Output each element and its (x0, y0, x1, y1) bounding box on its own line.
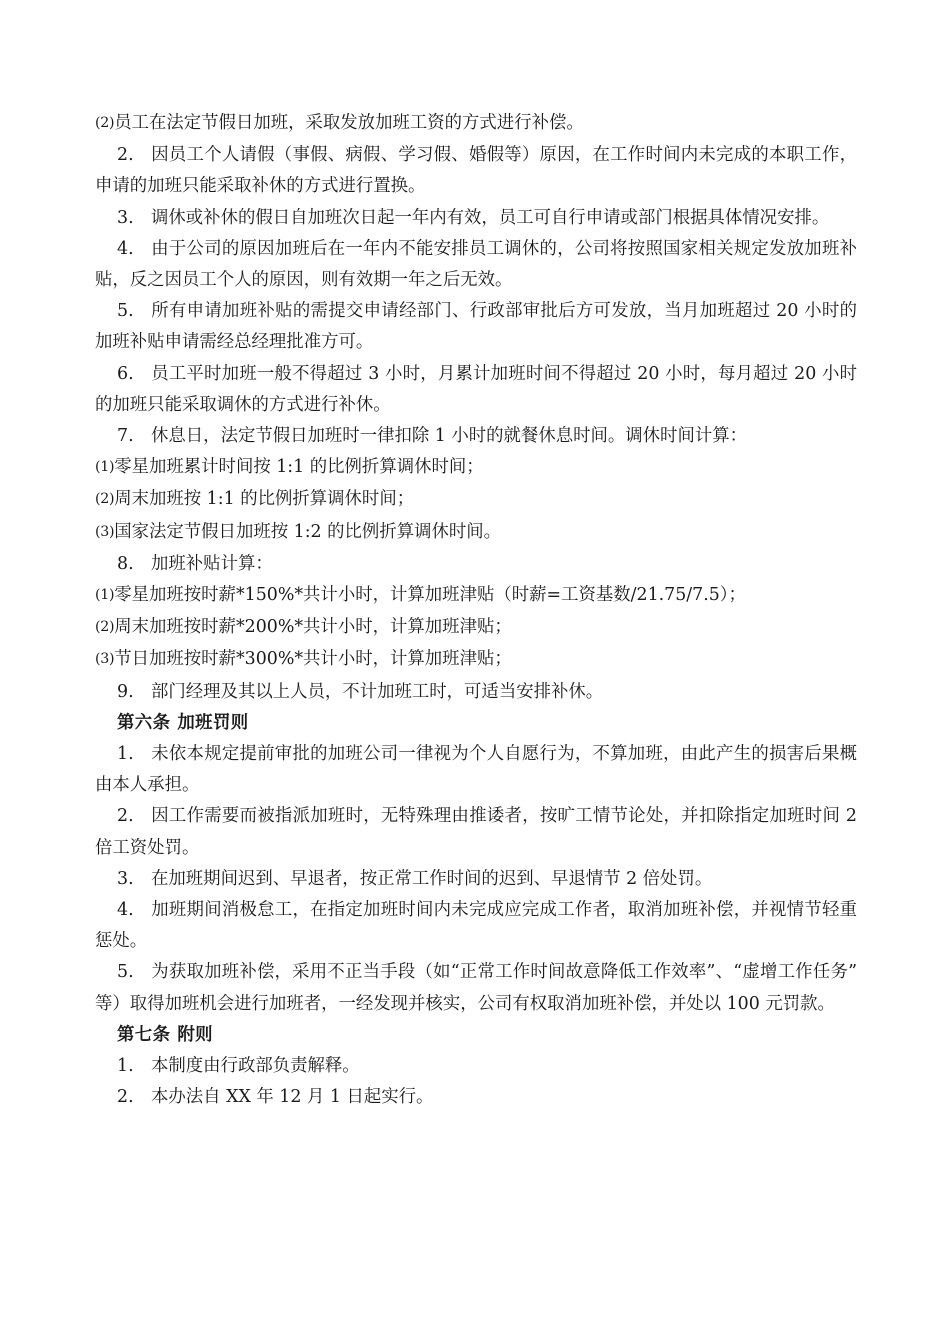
list-number: 4. (117, 238, 134, 259)
section-title-text: 加班罚则 (177, 712, 249, 733)
sub-item-paragraph (95, 452, 857, 484)
section-title-text: 附则 (177, 1024, 213, 1045)
sub-item-marker: (1) (95, 587, 115, 604)
numbered-paragraph (95, 421, 857, 452)
sub-item-paragraph (95, 580, 857, 612)
paragraph-text: 为获取加班补偿，采用不正当手段（如“正常工作时间故意降低工作效率”、“虚增工作任务”等）取得加班机会进行加班者，一经发现并核实，公司有权取消加班补偿，并处以 100 元罚款。 (95, 962, 857, 1014)
sub-item-marker: (2) (95, 491, 115, 508)
paragraph-text: 因员工个人请假（事假、病假、学习假、婚假等）原因，在工作时间内未完成的本职工作，申请的加班只能采取补休的方式进行置换。 (95, 145, 857, 197)
paragraph-text: 周末加班按时薪*200%*共计小时，计算加班津贴； (114, 617, 512, 638)
paragraph-text: 加班期间消极怠工，在指定加班时间内未完成应完成工作者，取消加班补偿，并视情节轻重惩处。 (95, 900, 857, 952)
numbered-paragraph (95, 739, 857, 801)
paragraph-text: 调休或补休的假日自加班次日起一年内有效，员工可自行申请或部门根据具体情况安排。 (151, 207, 830, 228)
list-number: 8. (117, 553, 134, 574)
paragraph-text: 零星加班累计时间按 1:1 的比例折算调休时间； (114, 457, 484, 478)
paragraph-text: 员工在法定节假日加班，采取发放加班工资的方式进行补偿。 (114, 113, 584, 133)
list-number: 9. (117, 681, 134, 702)
numbered-paragraph (95, 895, 857, 957)
list-number: 5. (117, 962, 134, 983)
list-number: 2. (117, 145, 134, 166)
sub-item-paragraph (95, 612, 857, 644)
sub-item-paragraph (95, 484, 857, 516)
sub-item-paragraph (95, 644, 857, 676)
numbered-paragraph (95, 1051, 857, 1082)
list-number: 2. (117, 1087, 134, 1108)
numbered-paragraph (95, 864, 857, 895)
paragraph-text: 加班补贴计算： (151, 553, 273, 574)
sub-item-paragraph (95, 517, 857, 549)
paragraph-text: 本办法自 XX 年 12 月 1 日起实行。 (151, 1087, 434, 1108)
section-heading (95, 708, 857, 739)
section-article-label: 第六条 (117, 712, 171, 733)
section-heading (95, 1020, 857, 1051)
sub-item-marker: (2) (95, 115, 115, 131)
paragraph-text: 员工平时加班一般不得超过 3 小时，月累计加班时间不得超过 20 小时，每月超过 20 小时的加班只能采取调休的方式进行补休。 (95, 363, 857, 415)
list-number: 4. (117, 900, 134, 921)
paragraph-text: 国家法定节假日加班按 1:2 的比例折算调休时间。 (114, 521, 502, 542)
sub-item-marker: (2) (95, 619, 115, 636)
numbered-paragraph (95, 140, 857, 202)
list-number: 3. (117, 868, 134, 889)
list-number: 1. (117, 1056, 134, 1077)
sub-item-paragraph (95, 108, 857, 140)
sub-item-marker: (3) (95, 523, 115, 540)
list-number: 7. (117, 426, 134, 447)
paragraph-text: 节日加班按时薪*300%*共计小时，计算加班津贴； (114, 649, 512, 670)
paragraph-text: 零星加班按时薪*150%*共计小时，计算加班津贴（时薪=工资基数/21.75/7.5）； (114, 585, 746, 606)
numbered-paragraph (95, 801, 857, 863)
paragraph-text: 休息日，法定节假日加班时一律扣除 1 小时的就餐休息时间。调休时间计算： (151, 426, 748, 447)
numbered-paragraph (95, 1082, 857, 1113)
list-number: 2. (117, 806, 134, 827)
numbered-paragraph (95, 234, 857, 296)
sub-item-marker: (3) (95, 651, 115, 668)
sub-item-marker: (1) (95, 459, 115, 476)
numbered-paragraph (95, 359, 857, 421)
numbered-paragraph (95, 203, 857, 234)
paragraph-text: 所有申请加班补贴的需提交申请经部门、行政部审批后方可发放，当月加班超过 20 小时的加班补贴申请需经总经理批准方可。 (95, 301, 857, 353)
numbered-paragraph (95, 296, 857, 358)
paragraph-text: 在加班期间迟到、早退者，按正常工作时间的迟到、早退情节 2 倍处罚。 (151, 868, 713, 889)
paragraph-text: 部门经理及其以上人员，不计加班工时，可适当安排补休。 (151, 681, 604, 702)
paragraph-text: 因工作需要而被指派加班时，无特殊理由推诿者，按旷工情节论处，并扣除指定加班时间 2 倍工资处罚。 (95, 806, 857, 858)
numbered-paragraph (95, 677, 857, 708)
numbered-paragraph (95, 549, 857, 580)
list-number: 5. (117, 301, 134, 322)
list-number: 3. (117, 207, 134, 228)
paragraph-text: 由于公司的原因加班后在一年内不能安排员工调休的，公司将按照国家相关规定发放加班补贴，反之因员工个人的原因，则有效期一年之后无效。 (95, 238, 857, 291)
list-number: 1. (117, 744, 134, 765)
document-body (95, 108, 857, 1114)
numbered-paragraph (95, 957, 857, 1019)
paragraph-text: 本制度由行政部负责解释。 (151, 1056, 360, 1077)
section-article-label: 第七条 (117, 1024, 171, 1045)
list-number: 6. (117, 363, 134, 384)
paragraph-text: 周末加班按 1:1 的比例折算调休时间； (114, 489, 415, 510)
paragraph-text: 未依本规定提前审批的加班公司一律视为个人自愿行为，不算加班，由此产生的损害后果概由本人承担。 (95, 744, 857, 796)
